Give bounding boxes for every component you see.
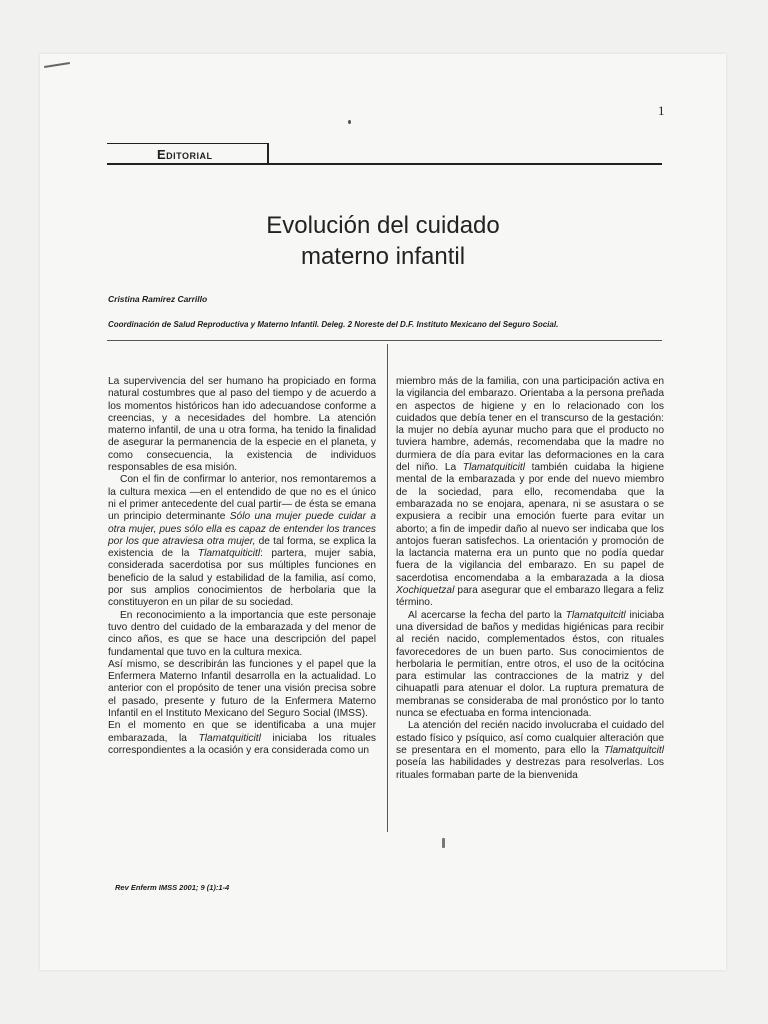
section-label: Editorial	[157, 147, 213, 162]
paragraph: Al acercarse la fecha del parto la Tlamatquitcitl iniciaba una diversidad de baños y medidas higiénicas para recibir al recién nacido, complementados éstos, con rituales favorecedores de un buen parto. Sus conocimientos de herbolaria le permitían, entre otros, el uso de la ocitócina para estimular las contracciones de la matriz y del cihuapatli para atenuar el dolor. La ruptura prematura de membranas se consideraba de mal pronóstico por lo tanto nunca se efectuaba en forma intencionada.	[396, 609, 664, 720]
paragraph: En reconocimiento a la importancia que este personaje tuvo dentro del cuidado de la embarazada y del menor de cinco años, es que se hace una descripción del papel fundamental que tuvo en la cultura mexica.	[108, 609, 376, 658]
section-rule	[107, 163, 662, 165]
section-header	[107, 143, 269, 164]
title-line-1: Evolución del cuidado	[266, 212, 500, 239]
author-name: Cristina Ramírez Carrillo	[108, 294, 208, 304]
paragraph: La supervivencia del ser humano ha propiciado en forma natural costumbres que al paso del tiempo y de acuerdo a los momentos históricos han ido adecuandose conforme a creencias, y a necesidades del hombre. La atención materno infantil, de una u otra forma, ha tenido la finalidad de asegurar la permanencia de la especie en el planeta, y como consecuencia, la existencia de individuos responsables de esa misión.	[108, 376, 376, 474]
article-title	[180, 210, 586, 272]
paragraph: Así mismo, se describirán las funciones y el papel que la Enfermera Materno Infantil desarrolla en la actualidad. Lo anterior con el propósito de tener una visión precisa sobre el pasado, presente y futuro de la Enfermera Materno Infantil en el Instituto Mexicano del Seguro Social (IMSS).	[108, 658, 376, 720]
paragraph: miembro más de la familia, con una participación activa en la vigilancia del embarazo. Orientaba a la persona preñada en aspectos de higiene y en lo relacionado con los cuidados que debía tener en el transcurso de la gestación: la mujer no debía ayunar mucho para que el producto no tuviera hambre, además, recomendaba que la madre no durmiera de día para evitar las deformaciones en la cara del niño. La Tlamatquiticitl también cuidaba la higiene mental de la embarazada y por ende del nuevo miembro de la sociedad, para ello, recomendaba que la embarazada no se enojara, apenara, ni se asustara o se expusiera a recibir una emoción fuerte para evitar un aborto; a fin de impedir daño al nuevo ser indicaba que los antojos fueran satisfechos. La orientación y promoción de la lactancia materna era un punto que no podía quedar fuera de la vigilancia del embarazo. En su papel de sacerdotisa encomendaba a la embarazada a la diosa Xochiquetzal para asegurar que el embarazo llegara a feliz término.	[396, 376, 664, 609]
ink-speck	[348, 120, 351, 124]
journal-citation: Rev Enferm IMSS 2001; 9 (1):1-4	[115, 883, 230, 892]
header-rule	[107, 340, 662, 341]
right-column	[396, 376, 664, 782]
paragraph: Con el fin de confirmar lo anterior, nos remontaremos a la cultura mexica —en el entendido de que no es el único ni el primer antecedente del cual partir— de ésta se emana un principio determinante Sólo una mujer puede cuidar a otra mujer, pues sólo ella es capaz de entender los trances por los que atraviesa otra mujer, de tal forma, se explica la existencia de la Tlamatquiticitl: partera, mujer sabia, considerada sacerdotisa por sus múltiples funciones en beneficio de la salud y estabilidad de la familia, así como, por sus amplios conocimientos de herbolaria que la constituyeron en un pilar de su sociedad.	[108, 474, 376, 609]
left-column	[108, 376, 376, 757]
column-divider	[387, 344, 388, 832]
paragraph: La atención del recién nacido involucraba el cuidado del estado físico y psíquico, así como cualquier alteración que se presentara en el momento, para ello la Tlamatquitcitl poseía las habilidades y destrezas para resolverlas. Los rituales formaban parte de la bienvenida	[396, 720, 664, 781]
paragraph: En el momento en que se identificaba a una mujer embarazada, la Tlamatquiticitl iniciaba los rituales correspondientes a la ocasión y era considerada como un	[108, 720, 376, 756]
page-number: 1	[658, 103, 665, 118]
title-line-2: materno infantil	[300, 243, 466, 270]
author-affiliation: Coordinación de Salud Reproductiva y Materno Infantil. Deleg. 2 Noreste del D.F. Instituto Mexicano del Seguro Social.	[108, 320, 559, 329]
pencil-mark	[442, 838, 445, 848]
